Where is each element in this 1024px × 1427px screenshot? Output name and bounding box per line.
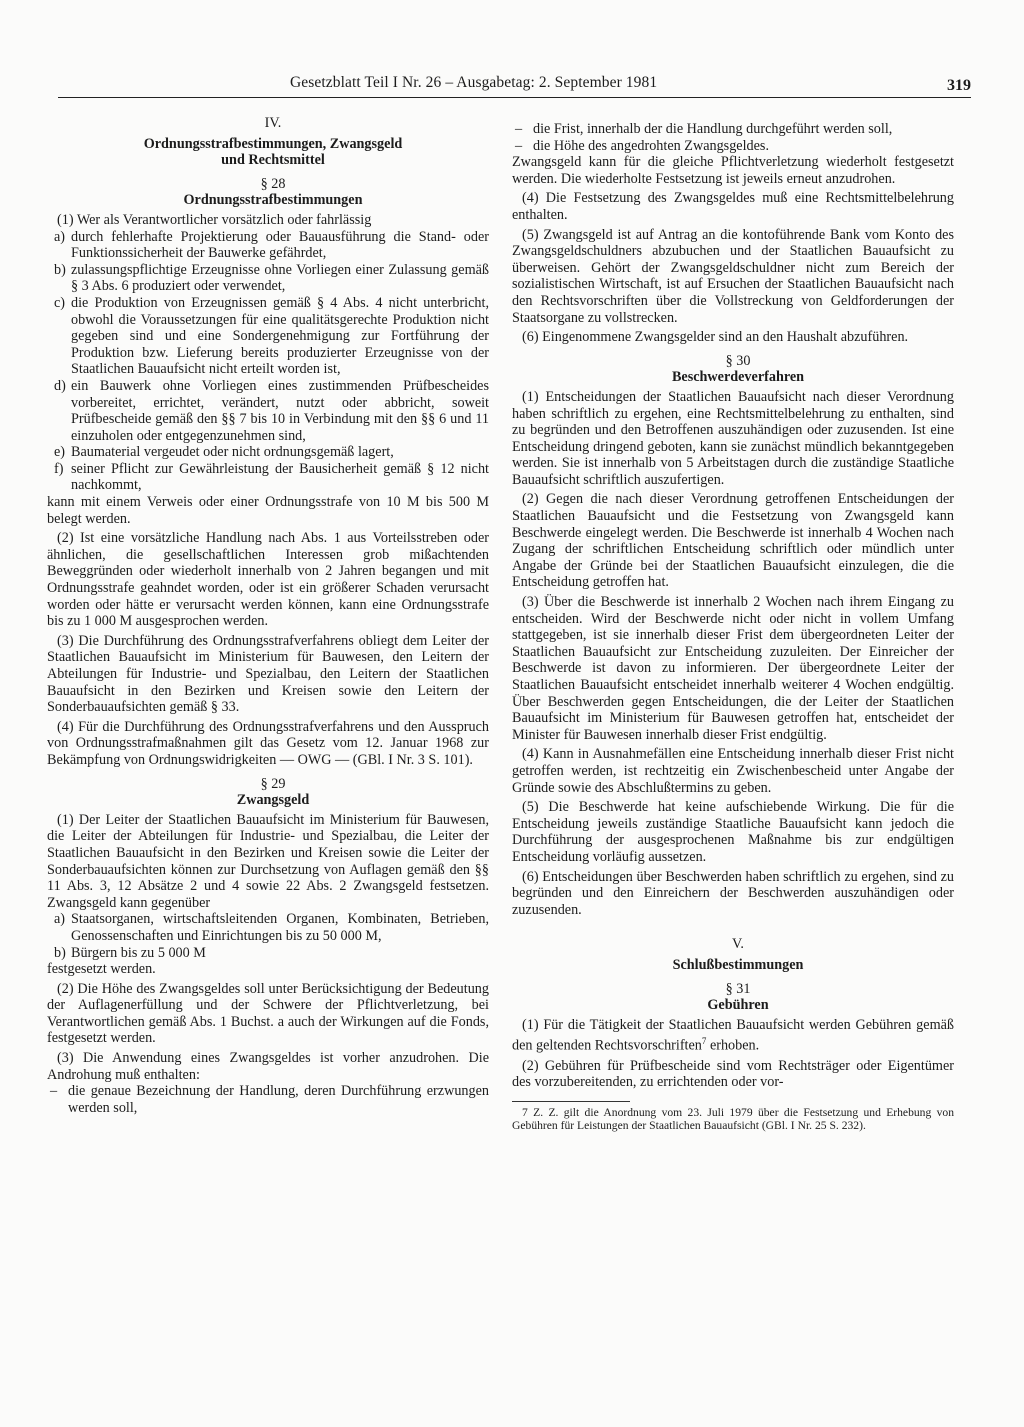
paragraph-30-5: (5) Die Beschwerde hat keine aufschiebende Wirkung. Die für die Entscheidung jeweils zuständige Staatliche Bauaufsicht kann jedoch die Durchführung der ausgesprochenen Maßnahme bis zur endgültigen Entscheidung vorläufig aussetzen.: [512, 799, 954, 865]
paragraph-title-28: Ordnungsstrafbestimmungen: [183, 192, 363, 209]
section-heading-v: V.: [732, 936, 744, 953]
paragraph-31-1-text: (1) Für die Tätigkeit der Staatlichen Bauaufsicht werden Gebühren gemäß den geltenden Rechtsvorschriften: [512, 1016, 954, 1055]
left-column: [47, 115, 489, 1116]
dash-item: [512, 138, 954, 155]
header-rule: [58, 97, 971, 98]
paragraph-number-30: § 30: [725, 352, 751, 369]
right-column: [512, 121, 954, 1132]
paragraph-29-close: festgesetzt werden.: [47, 961, 156, 978]
list-marker: f): [54, 460, 64, 477]
paragraph-28-4: (4) Für die Durchführung des Ordnungsstrafverfahrens und den Ausspruch von Ordnungsstrafmaßnahmen gilt das Gesetz vom 12. Januar 1968 zur Bekämpfung von Ordnungswidrigkeiten — OWG — (GBl. I Nr. 3 S. 101).: [47, 718, 489, 768]
paragraph-31-2: (2) Gebühren für Prüfbescheide sind vom Rechtsträger oder Eigentümer des vorzubereitenden, zu errichtenden oder vor-: [512, 1057, 954, 1091]
paragraph-28-close: kann mit einem Verweis oder einer Ordnungsstrafe von 10 M bis 500 M belegt werden.: [47, 494, 489, 527]
paragraph-30-3: (3) Über die Beschwerde ist innerhalb 2 Wochen nach ihrem Eingang zu entscheiden. Wird der Beschwerde nicht oder nicht in vollem Umfang stattgegeben, ist sie innerhalb dieser Frist dem übergeordneten Leiter der Staatlichen Bauaufsicht zur Entscheidung zuzuleiten. Der Einreicher der Beschwerde ist davon zu informieren. Der übergeordnete Leiter der Staatlichen Bauaufsicht entscheidet innerhalb weiterer 4 Wochen endgültig. Über Beschwerden gegen Entscheidungen, die der Leiter der Staatlichen Bauaufsicht im Ministerium für Bauwesen getroffen hat, entscheidet der Minister für Bauwesen innerhalb dieser Frist endgültig.: [512, 594, 954, 743]
list-marker: b): [54, 261, 66, 278]
dash-item: [47, 1083, 489, 1116]
list-item: [47, 378, 489, 444]
paragraph-30-6: (6) Entscheidungen über Beschwerden haben schriftlich zu ergehen, sind zu begründen und den Einreichern der Beschwerden auszuhändigen oder zuzusenden.: [512, 868, 954, 918]
section-title-line-2: und Rechtsmittel: [221, 152, 325, 169]
dash-text: die Frist, innerhalb der die Handlung durchgeführt werden soll,: [533, 121, 893, 137]
section-heading-iv: IV.: [264, 115, 282, 131]
footnote-ref: 7: [701, 1036, 707, 1047]
page-header: Gesetzblatt Teil I Nr. 26 – Ausgabetag: 2. September 1981: [290, 74, 658, 91]
paragraph-28-intro: (1) Wer als Verantwortlicher vorsätzlich oder fahrlässig: [57, 211, 372, 228]
paragraph-28-3: (3) Die Durchführung des Ordnungsstrafverfahrens obliegt dem Leiter der Staatlichen Bauaufsicht im Ministerium für Bauwesen, den Leitern der Abteilungen für Industrie- und Spezialbau, den Leitern der Staatlichen Bauaufsicht in den Bezirken und Kreisen sowie den Leitern der Sonderbauaufsichten gemäß § 33.: [47, 632, 489, 716]
list-marker: e): [54, 444, 66, 461]
paragraph-31-1-end: erhoben.: [706, 1038, 760, 1055]
list-item: [47, 262, 489, 295]
paragraph-29-6: (6) Eingenommene Zwangsgelder sind an den Haushalt abzuführen.: [522, 329, 909, 346]
dash-item: [512, 121, 954, 138]
list-item: [47, 911, 489, 944]
footnote: [512, 1106, 954, 1132]
list-text: ein Bauwerk ohne Vorliegen eines zustimmenden Prüfbescheides vorbereitet, errichtet, verändert, nutzt oder abbricht, soweit Prüfbescheide gemäß den §§ 7 bis 10 in Verbindung mit den §§ 6 und 11 einzuholen oder entgegenzunehmen sind,: [71, 377, 489, 444]
paragraph-number-28: § 28: [260, 175, 286, 192]
list-marker: a): [54, 228, 66, 245]
dash-text: die genaue Bezeichnung der Handlung, deren Durchführung erzwungen werden soll,: [68, 1083, 489, 1116]
list-text: seiner Pflicht zur Gewährleistung der Bausicherheit gemäß § 12 nicht nachkommt,: [71, 460, 489, 494]
paragraph-29-4: (4) Die Festsetzung des Zwangsgeldes muß eine Rechtsmittelbelehrung enthalten.: [512, 190, 954, 223]
footnote-text: 7 Z. Z. gilt die Anordnung vom 23. Juli 1979 über die Festsetzung und Erhebung von Gebühren für Leistungen der Staatlichen Bauaufsicht (GBl. I Nr. 25 S. 232).: [512, 1105, 954, 1132]
list-text: die Produktion von Erzeugnissen gemäß § 4 Abs. 4 nicht unterbricht, obwohl die Voraussetzungen für eine qualitätsgerechte Produktion nicht gegeben sind und eine Sondergenehmigung zur Fortführung der Produktion bzw. Lieferung bereits produzierter Erzeugnisse von der Staatlichen Bauaufsicht nicht erteilt worden ist,: [71, 294, 489, 378]
list-marker: b): [54, 944, 66, 961]
list-item: [47, 295, 489, 378]
paragraph-number-31: § 31: [725, 980, 751, 997]
list-marker: c): [54, 294, 66, 311]
list-marker: d): [54, 377, 66, 394]
list-item: [47, 945, 489, 962]
list-item: [47, 229, 489, 262]
dash-marker: –: [515, 121, 523, 137]
section-title-v: Schlußbestimmungen: [672, 956, 804, 973]
dash-marker: –: [515, 137, 523, 154]
paragraph-number-29: § 29: [260, 775, 286, 792]
paragraph-29-5: (5) Zwangsgeld ist auf Antrag an die kontoführende Bank vom Konto des Zwangsgeldschuldners abzubuchen und der Staatlichen Bauaufsicht zu überweisen. Gehört der Zwangsgeldschuldner nicht zum Bereich der sozialistischen Wirtschaft, ist auf Ersuchen der Staatlichen Bauaufsicht nach den Rechtsvorschriften über die Vollstreckung von Geldforderungen der Staatsorgane zu vollstrecken.: [512, 226, 954, 326]
list-item: [47, 461, 489, 494]
list-item: [47, 444, 489, 461]
paragraph-title-29: Zwangsgeld: [236, 792, 310, 809]
section-title-line-1: Ordnungsstrafbestimmungen, Zwangsgeld: [143, 135, 403, 152]
paragraph-31-1: [512, 1017, 954, 1055]
footnote-rule: [512, 1101, 630, 1102]
paragraph-title-30: Beschwerdeverfahren: [671, 369, 805, 386]
paragraph-29-3-cont: Zwangsgeld kann für die gleiche Pflichtverletzung wiederholt festgesetzt werden. Die wiederholte Festsetzung ist jeweils erneut anzudrohen.: [512, 154, 954, 187]
paragraph-28-2: (2) Ist eine vorsätzliche Handlung nach Abs. 1 aus Vorteilsstreben oder ähnlichen, die gesellschaftlichen Interessen grob mißachtenden Beweggründen oder wiederholt innerhalb von 2 Jahren begangen und mit Ordnungsstrafe geahndet worden, oder ist ein größerer Schaden verursacht worden oder hätte er verursacht werden können, kann eine Ordnungsstrafe bis zu 1 000 M ausgesprochen werden.: [47, 530, 489, 630]
list-text: durch fehlerhafte Projektierung oder Bauausführung die Stand- oder Funktionssicherheit der Bauwerke gefährdet,: [71, 228, 489, 262]
paragraph-30-2: (2) Gegen die nach dieser Verordnung getroffenen Entscheidungen der Staatlichen Bauaufsicht und die Festsetzung von Zwangsgeld kann Beschwerde eingelegt werden. Die Beschwerde ist innerhalb 4 Wochen nach Zugang der schriftlichen Entscheidung schriftlich oder mündlich unter Angabe der Gründe bei der Staatlichen Bauaufsicht einzulegen, die die Entscheidung getroffen hat.: [512, 491, 954, 591]
paragraph-title-31: Gebühren: [707, 997, 769, 1014]
list-text: Staatsorganen, wirtschaftsleitenden Organen, Kombinaten, Betrieben, Genossenschaften und Einrichtungen bis zu 50 000 M,: [71, 911, 489, 944]
list-marker: a): [54, 911, 66, 928]
list-text: zulassungspflichtige Erzeugnisse ohne Vorliegen einer Zulassung gemäß § 3 Abs. 6 produziert oder verwendet,: [71, 261, 489, 295]
paragraph-29-2: (2) Die Höhe des Zwangsgeldes soll unter Berücksichtigung der Bedeutung der Auflagenerfüllung und der Schwere der Pflichtverletzung, bei Verantwortlichen gemäß Abs. 1 Buchst. a auch der Wirkungen auf die Fonds, festgesetzt werden.: [47, 980, 489, 1047]
list-text: Baumaterial vergeudet oder nicht ordnungsgemäß lagert,: [71, 444, 394, 461]
list-text: Bürgern bis zu 5 000 M: [71, 944, 206, 961]
paragraph-29-3: (3) Die Anwendung eines Zwangsgeldes ist vorher anzudrohen. Die Androhung muß enthalten:: [47, 1050, 489, 1083]
paragraph-30-1: (1) Entscheidungen der Staatlichen Bauaufsicht nach dieser Verordnung haben schriftlich zu ergehen, eine Rechtsmittelbelehrung zu enthalten, sind zu begründen und den Betroffenen auszuhändigen oder zuzusenden. Ist eine Entscheidung dringend geboten, kann sie zunächst mündlich bekanntgegeben werden. Sie ist innerhalb von 5 Arbeitstagen durch die zuständige Staatliche Bauaufsicht schriftlich auszufertigen.: [512, 388, 954, 488]
page-number: 319: [947, 77, 971, 94]
paragraph-29-1: (1) Der Leiter der Staatlichen Bauaufsicht im Ministerium für Bauwesen, die Leiter der Abteilungen für Industrie- und Spezialbau, die Leiter der Staatlichen Bauaufsicht in den Bezirken und Kreisen sowie die Leiter der Sonderbauaufsichten können zur Durchsetzung von Auflagen gemäß den §§ 11 Abs. 3, 12 Absätze 2 und 4 sowie 22 Abs. 2 Zwangsgeld festsetzen. Zwangsgeld kann gegenüber: [47, 811, 489, 911]
dash-marker: –: [50, 1083, 58, 1100]
paragraph-30-4: (4) Kann in Ausnahmefällen eine Entscheidung innerhalb dieser Frist nicht getroffen werden, ist rechtzeitig ein Zwischenbescheid unter Angabe der Gründe sowie des Abschlußtermins zu geben.: [512, 746, 954, 796]
dash-text: die Höhe des angedrohten Zwangsgeldes.: [533, 137, 769, 154]
